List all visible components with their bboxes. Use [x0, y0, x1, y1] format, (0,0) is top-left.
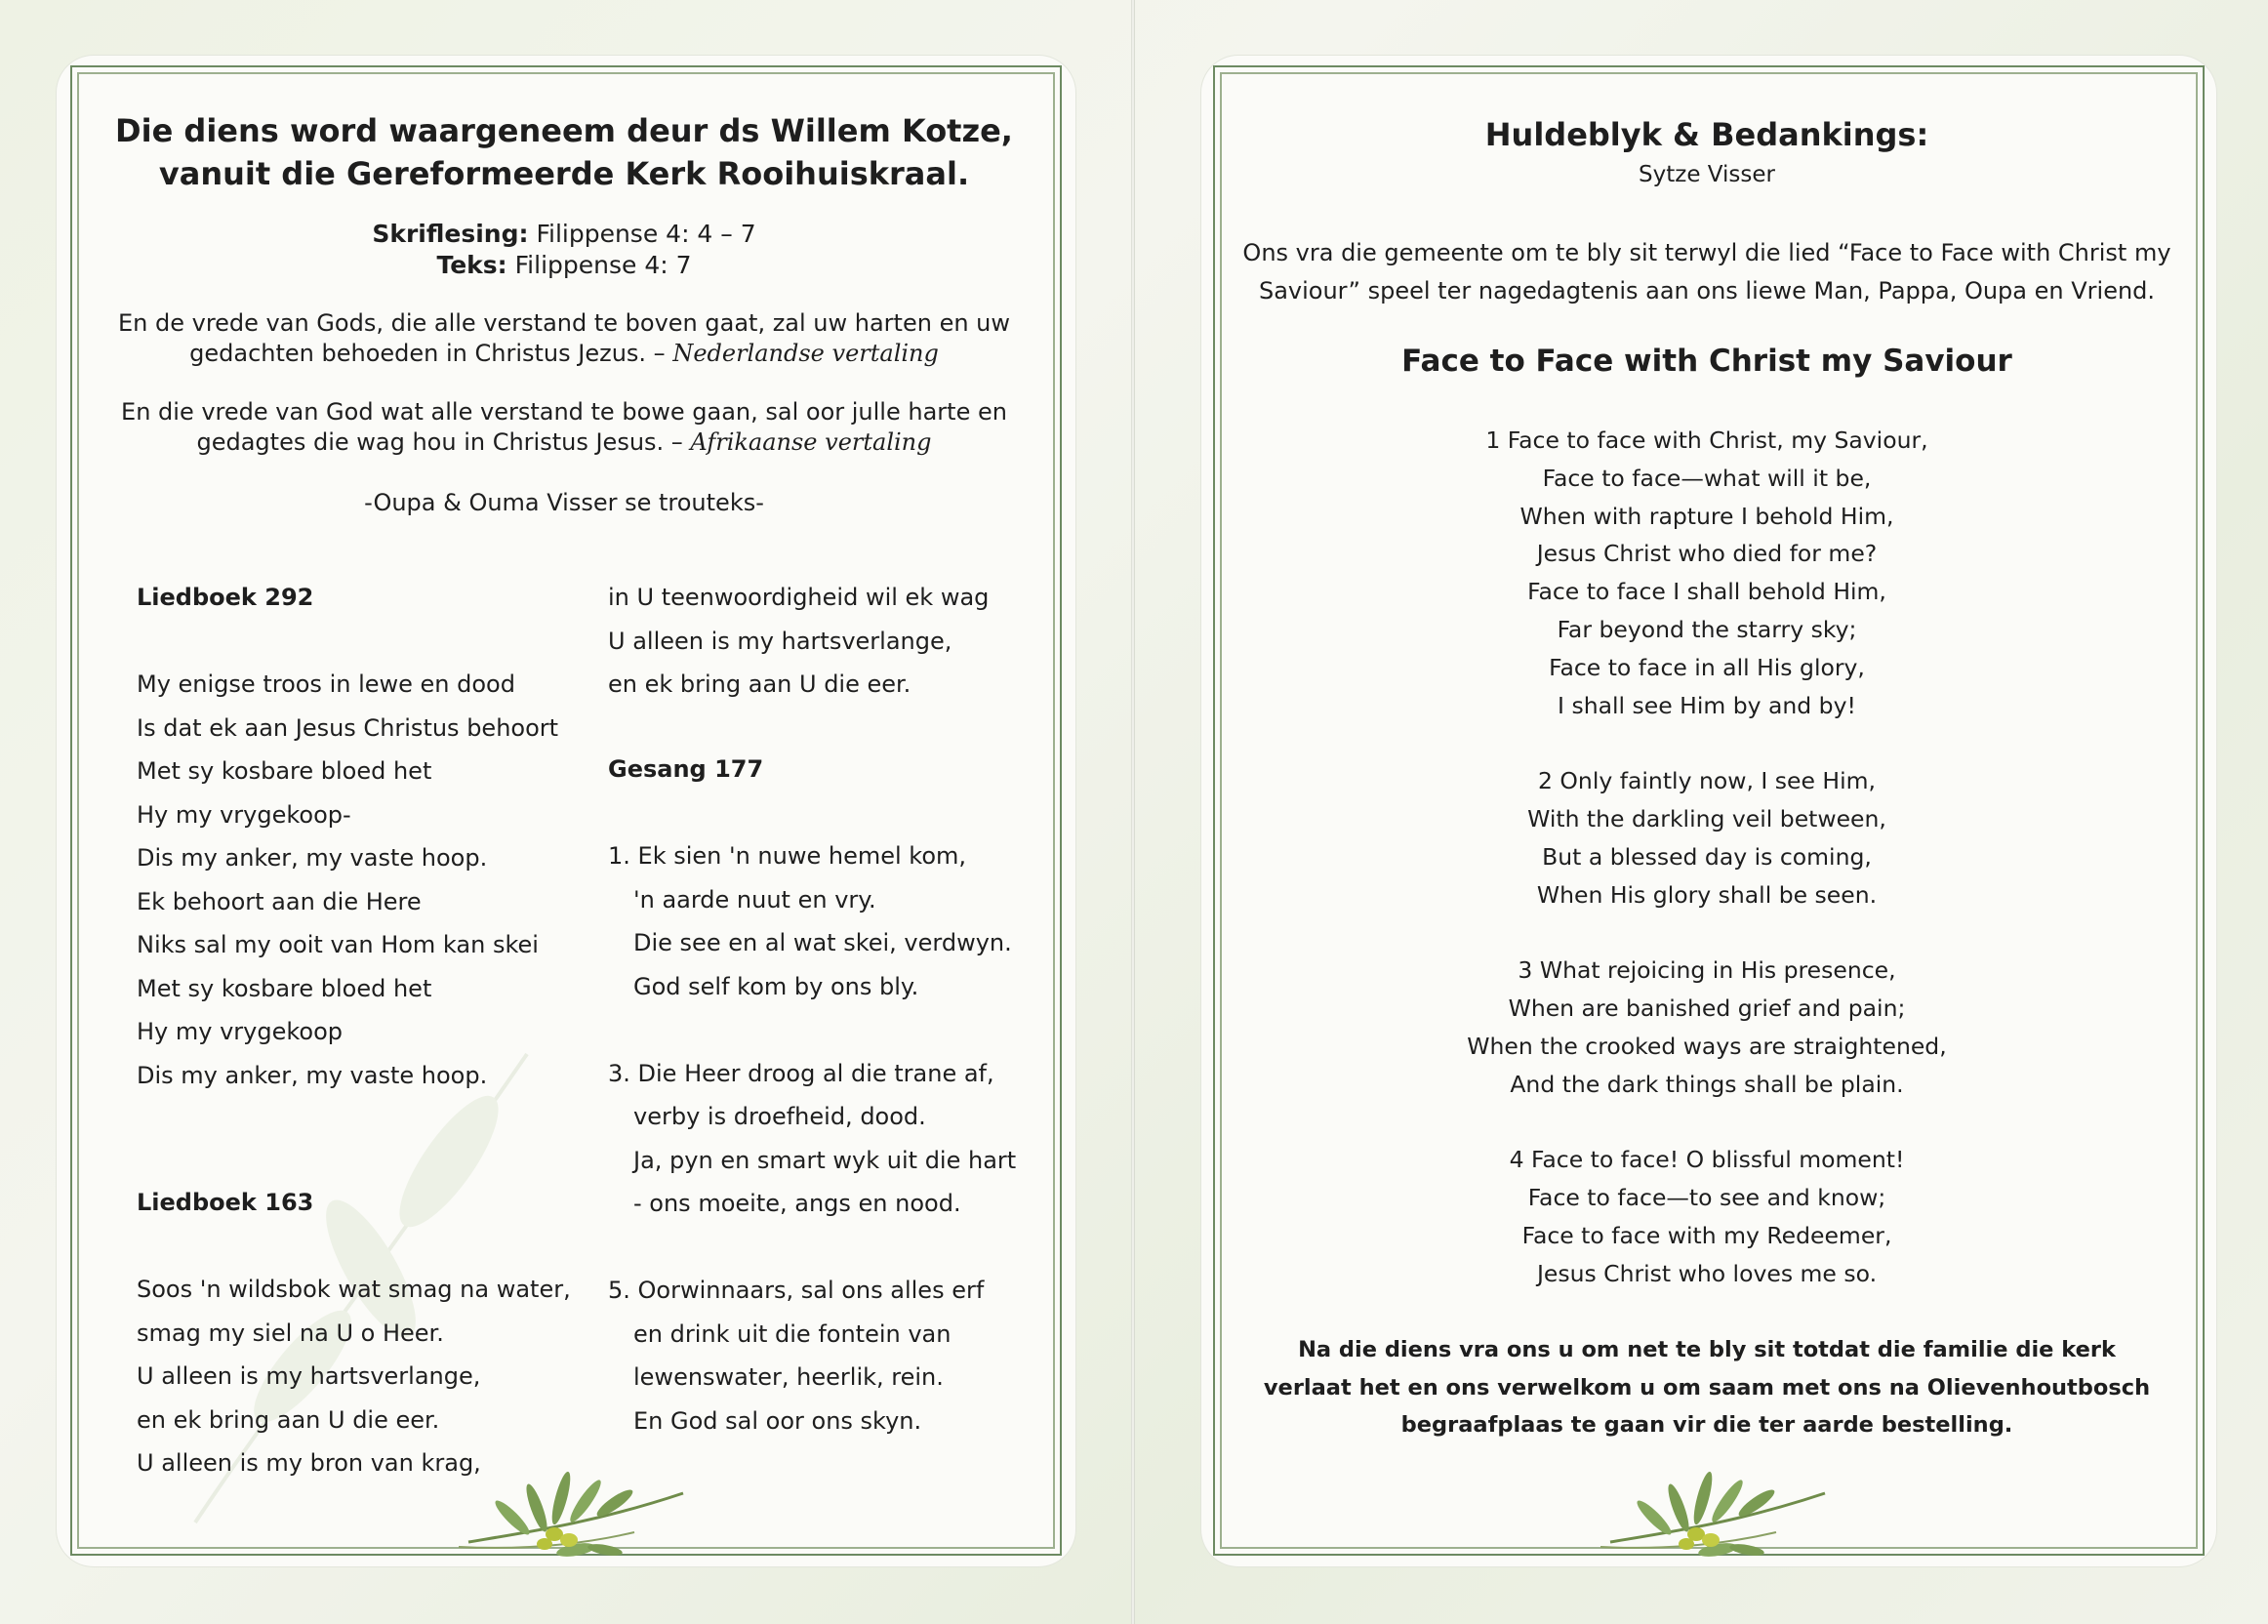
lyric-line: smag my siel na U o Heer. [137, 1319, 444, 1347]
verse-line: Die see en al wat skei, verdwyn. [633, 929, 1012, 956]
dutch-line-1: En de vrede van Gods, die alle verstand te boven gaat, zal uw harten en uw [117, 309, 1011, 337]
closing-line-1: Na die diens vra ons u om net te bly sit totdat die familie die kerk [1298, 1337, 2116, 1362]
lyric-line: Ek behoort aan die Here [137, 887, 422, 915]
verse-line: lewenswater, heerlik, rein. [633, 1363, 944, 1391]
afr-line-1: En die vrede van God wat alle verstand te bowe gaan, sal oor julle harte en [121, 398, 1007, 426]
lyric-line: Met sy kosbare bloed het [137, 757, 432, 785]
dutch-verse [70, 308, 1058, 369]
liedboek-292-title: Liedboek 292 [137, 584, 314, 611]
lyric-line: Jesus Christ who died for me? [1536, 540, 1878, 568]
lyric-line: 2 Only faintly now, I see Him, [1538, 767, 1876, 795]
liedboek-163 [137, 1181, 571, 1485]
intro-line-2: Saviour” speel ter nagedagtenis aan ons liewe Man, Pappa, Oupa en Vriend. [1258, 277, 2156, 304]
center-fold [1131, 0, 1135, 1624]
liedboek-292 [137, 576, 558, 1097]
lyric-line: Soos 'n wildsbok wat smag na water, [137, 1276, 571, 1303]
tribute-title: Huldeblyk & Bedankings: [1484, 116, 1929, 153]
verse-line: 1. Ek sien 'n nuwe hemel kom, [608, 842, 967, 870]
tribute-intro [1213, 234, 2201, 310]
heading-line-1: Die diens word waargeneem deur ds Willem Kotze, [115, 112, 1013, 149]
verse-line: en drink uit die fontein van [633, 1320, 952, 1348]
lyric-line: When are banished grief and pain; [1508, 994, 1906, 1022]
gesang-177 [608, 748, 1016, 1442]
lyric-line: Face to face with my Redeemer, [1521, 1221, 1892, 1249]
afrikaans-verse [70, 397, 1058, 458]
lyric-line: Dis my anker, my vaste hoop. [137, 844, 488, 872]
lyric-line: Is dat ek aan Jesus Christus behoort [137, 713, 559, 742]
trouteks: -Oupa & Ouma Visser se trouteks- [364, 489, 764, 516]
closing-line-3: begraafplaas te gaan vir die ter aarde bestelling. [1400, 1412, 2013, 1438]
dutch-source: Nederlandse vertaling [672, 340, 939, 367]
lyric-line: Hy my vrygekoop- [137, 800, 351, 829]
lyric-line: en ek bring aan U die eer. [137, 1405, 440, 1434]
lyric-line: With the darkling veil between, [1527, 804, 1886, 832]
tribute-header [1213, 113, 2201, 189]
lyric-line: 4 Face to face! O blissful moment! [1509, 1146, 1905, 1174]
tribute-subtitle: Sytze Visser [1639, 162, 1775, 187]
verse-line: 'n aarde nuut en vry. [633, 885, 876, 914]
lyric-line: Dis my anker, my vaste hoop. [137, 1061, 488, 1089]
lyric-line: When His glory shall be seen. [1536, 880, 1878, 909]
verse-line: 3. Die Heer droog al die trane af, [608, 1059, 994, 1087]
teks-label: Teks: [436, 251, 507, 279]
lyric-line: When with rapture I behold Him, [1519, 502, 1894, 530]
lyric-line: 3 What rejoicing in His presence, [1518, 956, 1896, 985]
gesang-177-title: Gesang 177 [608, 755, 764, 783]
verse-line: - ons moeite, angs en nood. [633, 1190, 961, 1217]
lyric-line: U alleen is my hartsverlange, [608, 627, 952, 655]
lyric-line: And the dark things shall be plain. [1510, 1070, 1904, 1098]
lyric-line: in U teenwoordigheid wil ek wag [608, 584, 990, 611]
heading-line-2: vanuit die Gereformeerde Kerk Rooihuiskraal. [158, 155, 970, 192]
closing-notice [1213, 1331, 2201, 1444]
lyric-line: Face to face in all His glory, [1549, 653, 1865, 681]
lyric-line: Hy my vrygekoop [137, 1018, 344, 1045]
lyric-line: Face to face I shall behold Him, [1527, 578, 1886, 606]
intro-line-1: Ons vra die gemeente om te bly sit terwyl die lied “Face to Face with Christ my [1242, 239, 2171, 266]
verse-line: verby is droefheid, dood. [633, 1103, 926, 1130]
lyric-line: My enigse troos in lewe en dood [137, 670, 515, 698]
lyric-line: 1 Face to face with Christ, my Saviour, [1485, 426, 1928, 454]
lyric-line: Jesus Christ who loves me so. [1536, 1259, 1878, 1287]
skriflesing-label: Skriflesing: [372, 220, 529, 248]
liedboek-163-continued [608, 576, 989, 707]
lyric-line: When the crooked ways are straightened, [1467, 1032, 1947, 1060]
olive-branch-icon [459, 1464, 693, 1562]
lyric-line: Far beyond the starry sky; [1557, 615, 1857, 643]
lyric-line: Face to face—what will it be, [1542, 464, 1872, 492]
scripture-reference [70, 219, 1058, 281]
afr-line-2: gedagtes die wag hou in Christus Jesus. – [196, 428, 691, 456]
dutch-line-2: gedachten behoeden in Christus Jezus. – [189, 340, 673, 367]
lyric-line: U alleen is my hartsverlange, [137, 1362, 481, 1390]
liedboek-163-title: Liedboek 163 [137, 1189, 314, 1216]
skriflesing-value: Filippense 4: 4 – 7 [528, 220, 756, 248]
lyric-line: I shall see Him by and by! [1558, 691, 1856, 719]
olive-branch-icon [1600, 1464, 1835, 1562]
song-title: Face to Face with Christ my Saviour [1401, 344, 2012, 379]
lyric-line: en ek bring aan U die eer. [608, 670, 911, 698]
afr-source: Afrikaanse vertaling [690, 428, 932, 456]
service-heading [70, 109, 1058, 195]
lyric-line: Face to face—to see and know; [1527, 1183, 1886, 1211]
lyric-line: Met sy kosbare bloed het [137, 974, 432, 1002]
teks-value: Filippense 4: 7 [506, 251, 692, 279]
lyric-line: But a blessed day is coming, [1542, 842, 1872, 871]
verse-line: 5. Oorwinnaars, sal ons alles erf [608, 1277, 985, 1304]
lyric-line: Niks sal my ooit van Hom kan skei [137, 931, 539, 958]
song-lyrics [1213, 422, 2201, 1292]
closing-line-2: verlaat het en ons verwelkom u om saam met ons na Olievenhoutbosch [1263, 1374, 2151, 1401]
verse-line: En God sal oor ons skyn. [633, 1406, 922, 1435]
verse-line: God self kom by ons bly. [633, 972, 919, 1000]
verse-line: Ja, pyn en smart wyk uit die hart [633, 1146, 1017, 1174]
lyric-line: U alleen is my bron van krag, [137, 1449, 481, 1477]
